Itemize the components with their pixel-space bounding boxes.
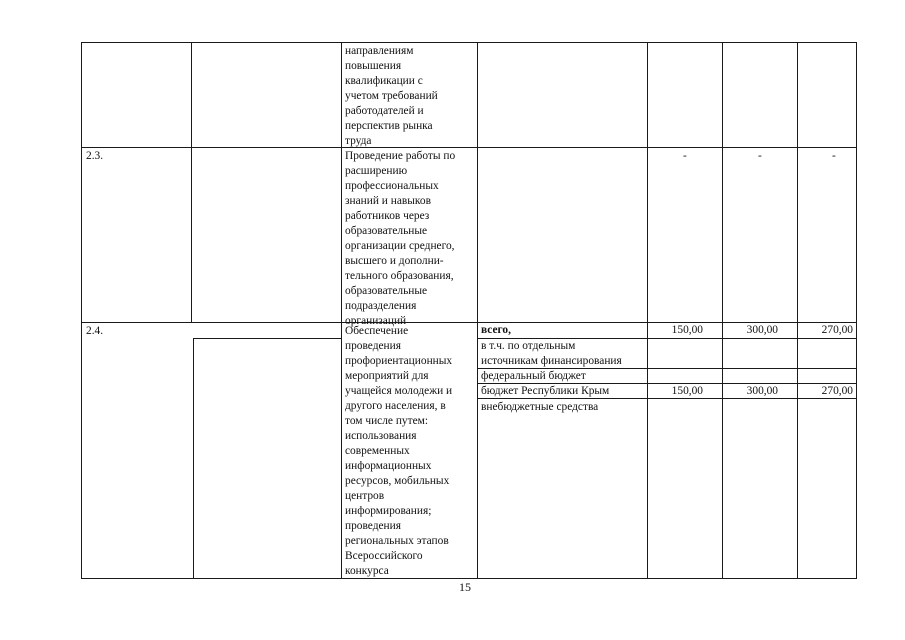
source-total-value-year3: 270,00	[821, 324, 853, 336]
row-2-3-number: 2.3.	[86, 150, 104, 162]
row-2-4-number: 2.4.	[86, 325, 104, 337]
row-2-3-measure-text: Проведение работы по расширению профессиональных знаний и навыков работников через образовательные организации среднего, высшего и дополни- тельного образования, образовательные подразделения организаций	[345, 150, 456, 327]
row-2-3-value-year3: -	[832, 150, 836, 162]
row-2-3-value-year1: -	[683, 150, 687, 162]
continued-measure-text: направлениям повышения квалификации с учетом требований работодателей и перспектив рынка труда	[345, 45, 438, 147]
source-crimea-value-year2: 300,00	[746, 385, 778, 397]
source-total-value-year2: 300,00	[746, 324, 778, 336]
source-total-value-year1: 150,00	[671, 324, 703, 336]
source-crimea-value-year3: 270,00	[821, 385, 853, 397]
page-number: 15	[459, 580, 471, 594]
source-crimea-label: бюджет Республики Крым	[481, 385, 610, 397]
source-breakdown-label: в т.ч. по отдельным источникам финансирования	[481, 340, 622, 367]
row-2-3-value-year2: -	[758, 150, 762, 162]
source-crimea-value-year1: 150,00	[671, 385, 703, 397]
source-extrabudget-label: внебюджетные средства	[481, 401, 599, 413]
source-total-label: всего,	[481, 324, 511, 336]
row-2-4-measure-text: Обеспечение проведения профориентационных мероприятий для учащейся молодежи и другого населения, в том числе путем: использования современных информационных ресурсов, мобильных центров информирования; проведения региональных этапов Всероссийского конкурса	[345, 325, 453, 577]
source-federal-label: федеральный бюджет	[481, 370, 586, 382]
